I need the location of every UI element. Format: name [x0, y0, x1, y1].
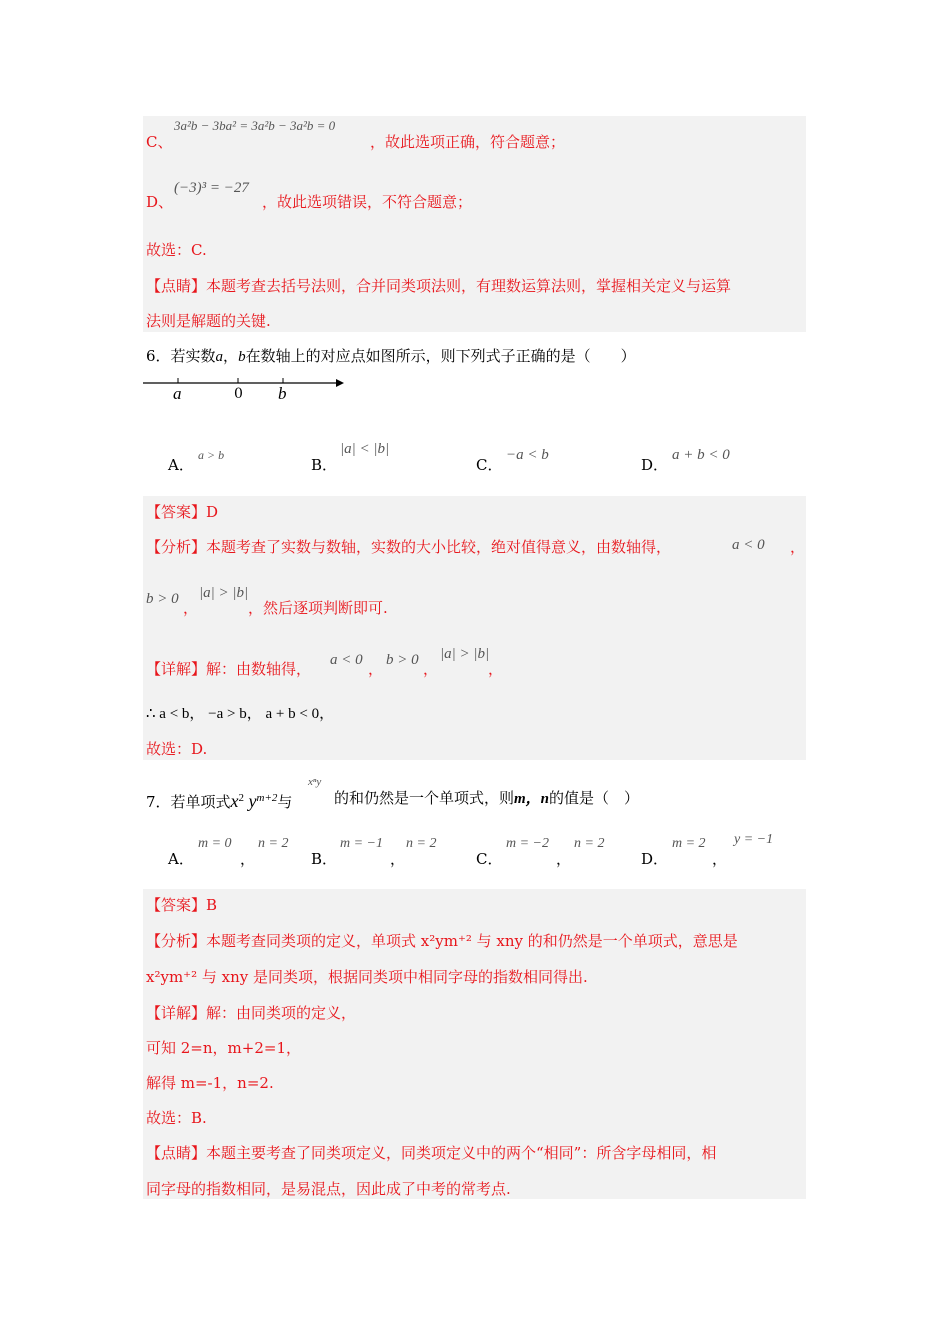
axis-label-zero: 0 — [234, 386, 243, 402]
q7-option-d-label[interactable]: D． — [641, 850, 669, 868]
answer-line-q5: 故选：C. — [146, 241, 207, 259]
q6-answer-tag: 【答案】 — [146, 503, 207, 521]
q6-detail-comma3: ， — [488, 660, 504, 678]
q7-with: 与 — [277, 793, 293, 811]
option-c-text: ，故此选项正确，符合题意； — [370, 133, 566, 151]
q7-analysis-text: 本题考查同类项的定义，单项式 x²ym⁺² 与 xny 的和仍然是一个单项式，意思是 — [206, 932, 738, 950]
q6-option-c-expr[interactable]: −a < b — [506, 447, 549, 463]
q7-comment-line1 — [146, 1143, 716, 1163]
q7-option-a-comma: ， — [240, 850, 256, 868]
q7-stem-end: 的值是（ ） — [549, 789, 640, 807]
q6-analysis-comma: ， — [790, 538, 806, 556]
q6-detail-comma1: ， — [368, 660, 384, 678]
q7-detail-tag: 【详解】 — [146, 1004, 207, 1022]
q6-option-b-label[interactable]: B． — [311, 456, 338, 474]
q7-option-a-label[interactable]: A． — [168, 850, 194, 868]
q7-comment-tag: 【点睛】 — [146, 1144, 207, 1162]
q6-option-b-expr[interactable]: |a| < |b| — [340, 441, 390, 457]
q7-analysis-tag: 【分析】 — [146, 932, 207, 950]
q7-option-b-comma: ， — [390, 850, 406, 868]
q6-detail-line1 — [146, 659, 311, 679]
comment-text: 本题考查去括号法则，合并同类项法则，有理数运算法则，掌握相关定义与运算 — [206, 277, 732, 295]
axis-label-b: b — [278, 384, 287, 403]
q7-mono2: xⁿy — [308, 776, 322, 788]
q6-answer-value: D — [206, 503, 219, 521]
q6-option-a-label[interactable]: A． — [168, 456, 194, 474]
q7-comment-text: 本题主要考查了同类项定义，同类项定义中的两个“相同”：所含字母相同，相 — [206, 1144, 717, 1162]
comment-line2-q5: 法则是解题的关键. — [146, 312, 271, 330]
q7-stem-suffix: 的和仍然是一个单项式，则 — [334, 789, 515, 807]
q7-option-d-comma: ， — [712, 850, 728, 868]
q6-analysis-end: ，然后逐项判断即可. — [248, 599, 388, 617]
q7-option-b-e2[interactable]: n = 2 — [406, 836, 437, 851]
q6-var-a: a — [215, 349, 224, 365]
option-c-prefix: C、 — [146, 133, 173, 151]
q7-detail-text: 解：由同类项的定义， — [206, 1004, 357, 1022]
q7-detail-line2: 可知 2=n，m+2=1， — [146, 1039, 301, 1057]
q6-option-d-label[interactable]: D． — [641, 456, 669, 474]
q7-option-c-e1[interactable]: m = −2 — [506, 836, 550, 851]
q6-sep: ， — [223, 347, 239, 365]
q7-option-a-e1[interactable]: m = 0 — [198, 836, 232, 851]
q7-mono1-base: x — [230, 791, 239, 811]
q7-answer — [146, 895, 217, 915]
number-line — [140, 372, 350, 408]
q7-answer-value: B — [206, 896, 218, 914]
q7-mono1-y: y — [248, 791, 257, 811]
q6-detail-line2: ∴ a < b， −a > b， a + b < 0， — [146, 706, 335, 722]
q6-var-b: b — [238, 349, 246, 365]
question-7-stem — [146, 788, 292, 812]
q7-vars: m，n — [514, 791, 550, 807]
q6-stem-suffix: 在数轴上的对应点如图所示，则下列式子正确的是（ ） — [245, 347, 636, 365]
q6-detail-text: 解：由数轴得， — [206, 660, 312, 678]
q7-mono1 — [231, 791, 278, 811]
formula-c: 3a²b − 3ba² = 3a²b − 3a²b = 0 — [174, 118, 336, 133]
q6-analysis-line1 — [146, 537, 671, 557]
axis-label-a: a — [173, 384, 182, 403]
q7-stem-rest — [334, 788, 639, 809]
q6-option-a-expr[interactable]: a > b — [198, 448, 225, 462]
q6-detail-m2: b > 0 — [386, 652, 419, 668]
q7-option-c-label[interactable]: C． — [476, 850, 503, 868]
comment-tag: 【点睛】 — [146, 277, 207, 295]
q6-analysis-m1: a < 0 — [732, 537, 765, 553]
q6-analysis-m2: b > 0 — [146, 591, 179, 607]
q7-option-b-e1[interactable]: m = −1 — [340, 836, 384, 851]
q6-analysis-tag: 【分析】 — [146, 538, 207, 556]
comment-line1-q5 — [146, 276, 731, 296]
q6-analysis-comma2: ， — [183, 599, 199, 617]
q6-detail-m3: |a| > |b| — [440, 646, 490, 662]
q7-stem-prefix: 7．若单项式 — [146, 793, 231, 811]
q6-detail-m1: a < 0 — [330, 652, 363, 668]
q7-option-b-label[interactable]: B． — [311, 850, 338, 868]
q6-answer — [146, 502, 218, 522]
number-line-arrow — [336, 379, 344, 387]
formula-d: (−3)³ = −27 — [174, 180, 249, 196]
q7-mono1-yexp: m+2 — [256, 792, 278, 804]
q6-stem-prefix: 6．若实数 — [146, 347, 216, 365]
q7-analysis-line2: x²ym⁺² 与 xny 是同类项，根据同类项中相同字母的指数相同得出. — [146, 968, 588, 986]
q7-detail-line3: 解得 m=-1，n=2. — [146, 1074, 274, 1092]
q6-analysis-m3: |a| > |b| — [199, 585, 249, 601]
q7-answer-tag: 【答案】 — [146, 896, 207, 914]
question-6-stem — [146, 346, 636, 367]
option-d-text: ，故此选项错误，不符合题意； — [262, 193, 473, 211]
option-d-prefix: D、 — [146, 193, 174, 211]
q7-final-answer: 故选：B. — [146, 1109, 207, 1127]
q7-option-c-e2[interactable]: n = 2 — [574, 836, 605, 851]
q7-mono1-exp: 2 — [238, 792, 245, 804]
q7-option-d-e1[interactable]: m = 2 — [672, 836, 706, 851]
q6-detail-tag: 【详解】 — [146, 660, 207, 678]
q6-analysis-text: 本题考查了实数与数轴，实数的大小比较，绝对值得意义，由数轴得， — [206, 538, 672, 556]
q7-comment-line2: 同字母的指数相同，是易混点，因此成了中考的常考点. — [146, 1180, 511, 1198]
q7-option-d-e2[interactable]: y = −1 — [734, 832, 774, 847]
q6-option-d-expr[interactable]: a + b < 0 — [672, 447, 730, 463]
q7-option-c-comma: ， — [556, 850, 572, 868]
q6-final-answer: 故选：D. — [146, 740, 208, 758]
q7-detail-line1 — [146, 1003, 356, 1023]
q6-detail-comma2: ， — [423, 660, 439, 678]
q7-option-a-e2[interactable]: n = 2 — [258, 836, 289, 851]
q7-analysis-line1 — [146, 931, 738, 951]
q6-option-c-label[interactable]: C． — [476, 456, 503, 474]
